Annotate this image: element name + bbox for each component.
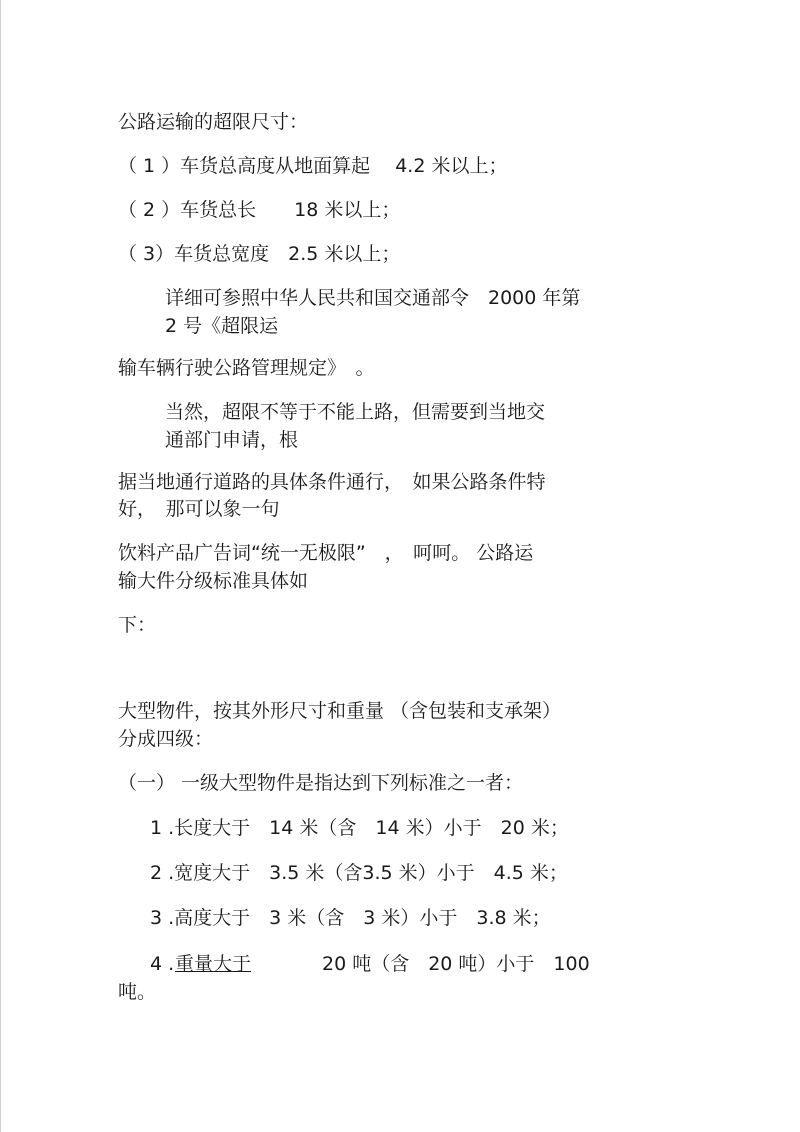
- page-left-border: [0, 0, 1, 1132]
- criterion-length: 1 .长度大于 14 米（含 14 米）小于 20 米；: [150, 817, 569, 839]
- paragraph-line: 输大件分级标准具体如: [118, 570, 309, 592]
- section-title: 公路运输的超限尺寸：: [118, 111, 309, 133]
- criterion-weight-range: 20 吨（含 20 吨）小于 100: [322, 953, 590, 975]
- criterion-weight-number: 4 .: [150, 953, 175, 975]
- paragraph-line: 分成四级：: [118, 728, 214, 750]
- paragraph-line: 通部门申请，根: [165, 429, 299, 451]
- paragraph-line: 当然，超限不等于不能上路，但需要到当地交: [165, 401, 546, 423]
- paragraph-line: 输车辆行驶公路管理规定》 。: [118, 357, 375, 379]
- criterion-weight-label: 重量大于: [175, 953, 252, 975]
- criterion-height: 3 .高度大于 3 米（含 3 米）小于 3.8 米；: [150, 907, 551, 929]
- paragraph-line: 据当地通行道路的具体条件通行， 如果公路条件特: [118, 471, 546, 493]
- criterion-weight-unit: 吨。: [118, 981, 157, 1003]
- paragraph-line: 饮料产品广告词“统一无极限” ， 呵呵。 公路运: [118, 542, 534, 564]
- paragraph-line: 下：: [118, 614, 157, 636]
- paragraph-line: 好， 那可以象一句: [118, 498, 280, 520]
- limit-width: （ 3）车货总宽度 2.5 米以上；: [118, 243, 401, 265]
- criterion-width: 2 .宽度大于 3.5 米（含3.5 米）小于 4.5 米；: [150, 862, 568, 884]
- paragraph-line: 详细可参照中华人民共和国交通部令 2000 年第: [165, 287, 581, 309]
- paragraph-line: 大型物件，按其外形尺寸和重量 （含包装和支承架）: [118, 700, 562, 722]
- paragraph-line: 2 号《超限运: [165, 315, 279, 337]
- limit-height: （ 1 ）车货总高度从地面算起 4.2 米以上；: [118, 155, 508, 177]
- level-heading: （一） 一级大型物件是指达到下列标准之一者：: [118, 772, 524, 794]
- limit-length: （ 2 ）车货总长 18 米以上；: [118, 199, 401, 221]
